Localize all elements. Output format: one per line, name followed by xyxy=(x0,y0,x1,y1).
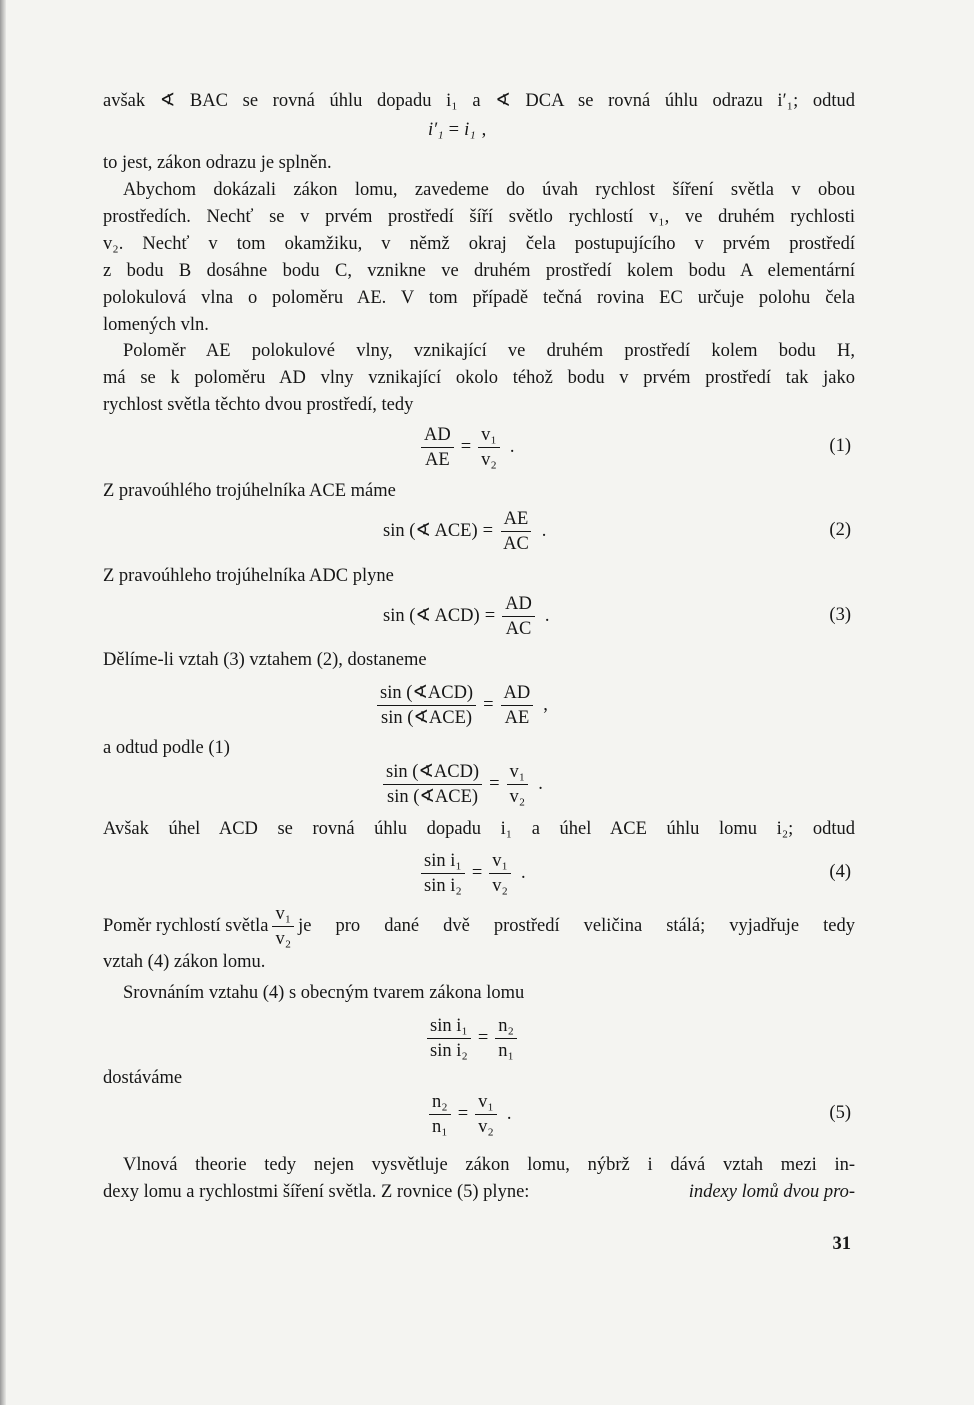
text-line: avšak ∢ BAC se rovná úhlu dopadu i₁ a ∢ DCA se rovná úhlu odrazu i′₁; odtud xyxy=(103,91,855,111)
numerator: AE xyxy=(501,507,532,532)
denominator: n₁ xyxy=(432,1116,448,1137)
eq-operator: = xyxy=(460,436,472,457)
equation-number: (2) xyxy=(829,520,851,540)
eq-operator: = xyxy=(489,773,500,794)
numerator: n₂ xyxy=(429,1090,451,1115)
text-line xyxy=(103,1181,855,1203)
numerator: v₁ xyxy=(507,760,529,785)
text-line: Abychom dokázali zákon lomu, zavedeme do úvah rychlost šíření světla v obou xyxy=(123,180,855,200)
text-line: Srovnáním vztahu (4) s obecným tvarem zákona lomu xyxy=(123,983,525,1003)
text-line: Dělíme-li vztah (3) vztahem (2), dostaneme xyxy=(103,650,427,670)
numerator: n₂ xyxy=(495,1014,517,1039)
denominator: sin (∢ACE) xyxy=(387,786,479,807)
numerator: sin i₁ xyxy=(421,849,465,874)
equation-snell xyxy=(103,1008,855,1068)
equation-ratio xyxy=(103,675,855,735)
numerator: AD xyxy=(502,592,535,617)
text-fragment: dexy lomu a rychlostmi šíření světla. Z rovnice (5) plyne: xyxy=(103,1182,530,1202)
eq-operator: = xyxy=(484,605,496,626)
eq-tail: . xyxy=(544,605,550,626)
numerator: v₁ xyxy=(475,1090,497,1115)
text-line xyxy=(103,902,855,950)
denominator: AC xyxy=(505,618,532,639)
denominator: AC xyxy=(503,533,529,554)
eq-operator: = xyxy=(477,1027,489,1048)
denominator: v₂ xyxy=(509,786,526,807)
equation-reflection xyxy=(103,110,855,150)
equation-4 xyxy=(103,843,855,903)
equation-ratio-velocity xyxy=(103,754,855,814)
equation-number: (4) xyxy=(829,862,851,882)
text-line: Avšak úhel ACD se rovná úhlu dopadu i₁ a úhel ACE úhlu lomu i₂; odtud xyxy=(103,819,855,839)
eq-tail: . xyxy=(541,520,547,541)
eq-rhs: i₁ xyxy=(464,119,476,140)
equation-number: (5) xyxy=(829,1103,851,1123)
eq-tail: . xyxy=(506,1103,512,1124)
book-page xyxy=(103,0,855,1405)
text-line: Poloměr AE polokulové vlny, vznikající ve druhém prostředí kolem bodu H, xyxy=(123,341,855,361)
denominator: v₂ xyxy=(492,875,508,896)
numerator: sin (∢ACD) xyxy=(377,681,476,706)
eq-tail: , xyxy=(481,119,487,140)
text-line: Z pravoúhleho trojúhelníka ADC plyne xyxy=(103,566,394,586)
eq-operator: = xyxy=(448,119,460,140)
eq-operator: = xyxy=(483,694,494,715)
equation-3 xyxy=(103,586,855,646)
italic-text: indexy lomů dvou pro- xyxy=(688,1182,855,1202)
denominator: sin i₂ xyxy=(424,875,462,896)
text-line: v₂. Nechť v tom okamžiku, v němž okraj čela postupujícího v prvém prostředí xyxy=(103,234,855,254)
page-edge-shadow xyxy=(0,0,6,1405)
eq-lhs: sin (∢ ACE) xyxy=(383,521,478,541)
page-number: 31 xyxy=(832,1234,851,1254)
denominator: v₂ xyxy=(481,449,497,470)
text-line: vztah (4) zákon lomu. xyxy=(103,952,266,972)
equation-number: (1) xyxy=(829,436,851,456)
text-line: má se k poloměru AD vlny vznikající okolo téhož bodu v prvém prostředí tak jako xyxy=(103,368,855,388)
numerator: sin (∢ACD) xyxy=(383,760,482,785)
denominator: v₂ xyxy=(275,928,292,949)
denominator: v₂ xyxy=(478,1116,494,1137)
text-line: to jest, zákon odrazu je splněn. xyxy=(103,153,332,173)
text-line: polokulová vlna o poloměru AE. V tom případě tečná rovina EC určuje polohu čela xyxy=(103,288,855,308)
text-fragment: je pro dané dvě prostředí veličina stálá; vyjadřuje tedy xyxy=(298,916,855,936)
numerator: sin i₁ xyxy=(427,1014,471,1039)
equation-1 xyxy=(103,417,855,477)
numerator: v₁ xyxy=(478,423,500,448)
equation-number: (3) xyxy=(829,605,851,625)
numerator: v₁ xyxy=(489,849,511,874)
text-line: z bodu B dosáhne bodu C, vznikne ve druhém prostředí kolem bodu A elementární xyxy=(103,261,855,281)
eq-operator: = xyxy=(471,862,483,883)
text-line: dostáváme xyxy=(103,1068,183,1088)
denominator: AE xyxy=(504,707,530,728)
numerator: AD xyxy=(421,423,454,448)
denominator: sin (∢ACE) xyxy=(381,707,473,728)
eq-operator: = xyxy=(482,520,494,541)
numerator: AD xyxy=(501,681,534,706)
eq-tail: . xyxy=(538,773,543,794)
text-line: prostředích. Nechť se v prvém prostředí šíří světlo rychlostí v₁, ve druhém rychlosti xyxy=(103,207,855,227)
equation-5 xyxy=(103,1084,855,1144)
text-line: lomených vln. xyxy=(103,315,209,335)
text-fragment: Poměr rychlostí světla xyxy=(103,916,269,936)
eq-tail: , xyxy=(543,694,548,715)
denominator: sin i₂ xyxy=(430,1040,468,1061)
eq-operator: = xyxy=(457,1103,469,1124)
text-line: a odtud podle (1) xyxy=(103,738,230,758)
denominator: AE xyxy=(425,449,450,470)
text-line: rychlost světla těchto dvou prostředí, tedy xyxy=(103,395,414,415)
eq-tail: . xyxy=(509,436,515,457)
eq-tail: . xyxy=(520,862,526,883)
text-line: Vlnová theorie tedy nejen vysvětluje zákon lomu, nýbrž i dává vztah mezi in- xyxy=(123,1155,855,1175)
eq-lhs: i′₁ xyxy=(428,119,444,140)
numerator: v₁ xyxy=(272,902,294,927)
equation-2 xyxy=(103,501,855,561)
eq-lhs: sin (∢ ACD) xyxy=(383,606,480,626)
text-line: Z pravoúhlého trojúhelníka ACE máme xyxy=(103,481,396,501)
denominator: n₁ xyxy=(498,1040,514,1061)
